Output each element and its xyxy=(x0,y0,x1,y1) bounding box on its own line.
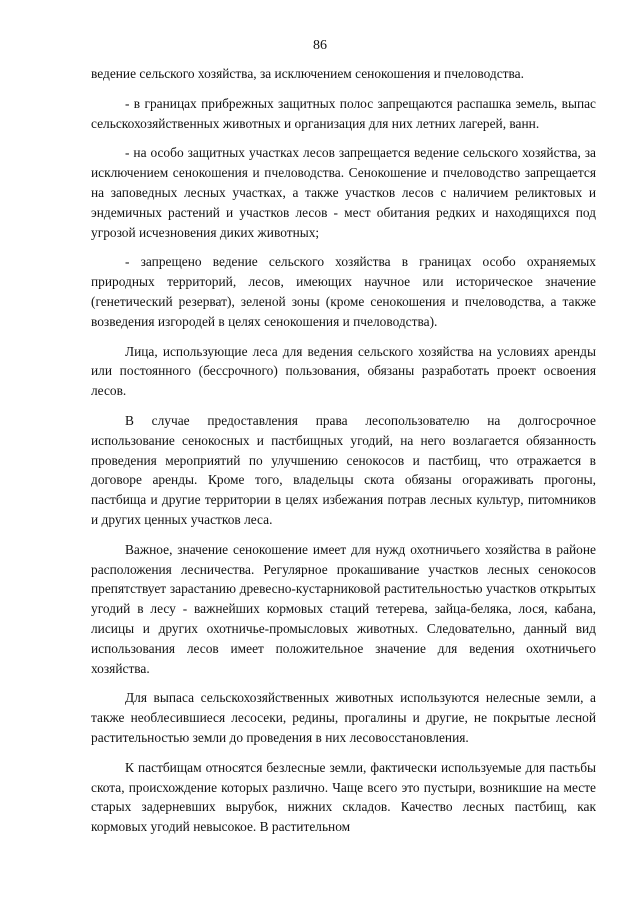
paragraph-protected-forests: - на особо защитных участках лесов запрещается ведение сельского хозяйства, за исключением сенокошения и пчеловодства. Сенокошение и пчеловодство запрещается на заповедных лесных участках, а также участков лесов с наличием реликтовых и эндемичных растений и участков лесов - мест обитания редких и находящихся под угрозой исчезновения диких животных; xyxy=(91,145,596,240)
paragraph-hunting-importance: Важное, значение сенокошение имеет для нужд охотничьего хозяйства в районе расположения лесничества. Регулярное прокашивание участков лесных сенокосов препятствует зарастанию древесно-кустарниковой растительностью участков открытых угодий в лесу - важнейших кормовых стаций тетерева, зайца-беляка, лося, кабана, лисицы и других охотничье-промысловых животных. Следовательно, данный вид использования лесов имеет положительное значение для ведения охотничьего хозяйства. xyxy=(91,541,596,676)
paragraph-protected-territories: - запрещено ведение сельского хозяйства в границах особо охраняемых природных территорий, лесов, имеющих научное или историческое значение (генетический резерват), зеленой зоны (кроме сенокошения и пчеловодства, а также возведения изгородей в целях сенокошения и пчеловодства). xyxy=(91,254,596,329)
paragraph-grazing-lands: Для выпаса сельскохозяйственных животных используются нелесные земли, а также необлесившиеся лесосеки, редины, прогалины и другие, не покрытые лесной растительностью земли до проведения в них лесовосстановления. xyxy=(91,690,596,745)
page-number: 86 xyxy=(313,38,327,53)
document-body xyxy=(91,64,596,847)
paragraph-continuation: ведение сельского хозяйства, за исключением сенокошения и пчеловодства. xyxy=(91,66,524,81)
paragraph-pastures: К пастбищам относятся безлесные земли, фактически используемые для пастьбы скота, происхождение которых различно. Чаще всего это пустыри, возникшие на месте старых задерневших вырубок, нижних складов. Качество лесных пастбищ, как кормовых угодий невысокое. В растительном xyxy=(91,759,596,835)
paragraph-long-term-use: В случае предоставления права лесопользователю на долгосрочное использование сенокосных и пастбищных угодий, на него возлагается обязанность проведения мероприятий по улучшению сенокосов и пастбищ, что отражается в договоре аренды. Кроме того, владельцы скота обязаны огораживать прогоны, пастбища и другие территории в целях избежания потрав лесных культур, питомников и других ценных участков леса. xyxy=(91,412,596,527)
paragraph-lease-obligations: Лица, использующие леса для ведения сельского хозяйства на условиях аренды или постоянного (бессрочного) пользования, обязаны разработать проект освоения лесов. xyxy=(91,343,596,399)
paragraph-coastal-zones: - в границах прибрежных защитных полос запрещаются распашка земель, выпас сельскохозяйственных животных и организация для них летних лагерей, ванн. xyxy=(91,95,596,131)
